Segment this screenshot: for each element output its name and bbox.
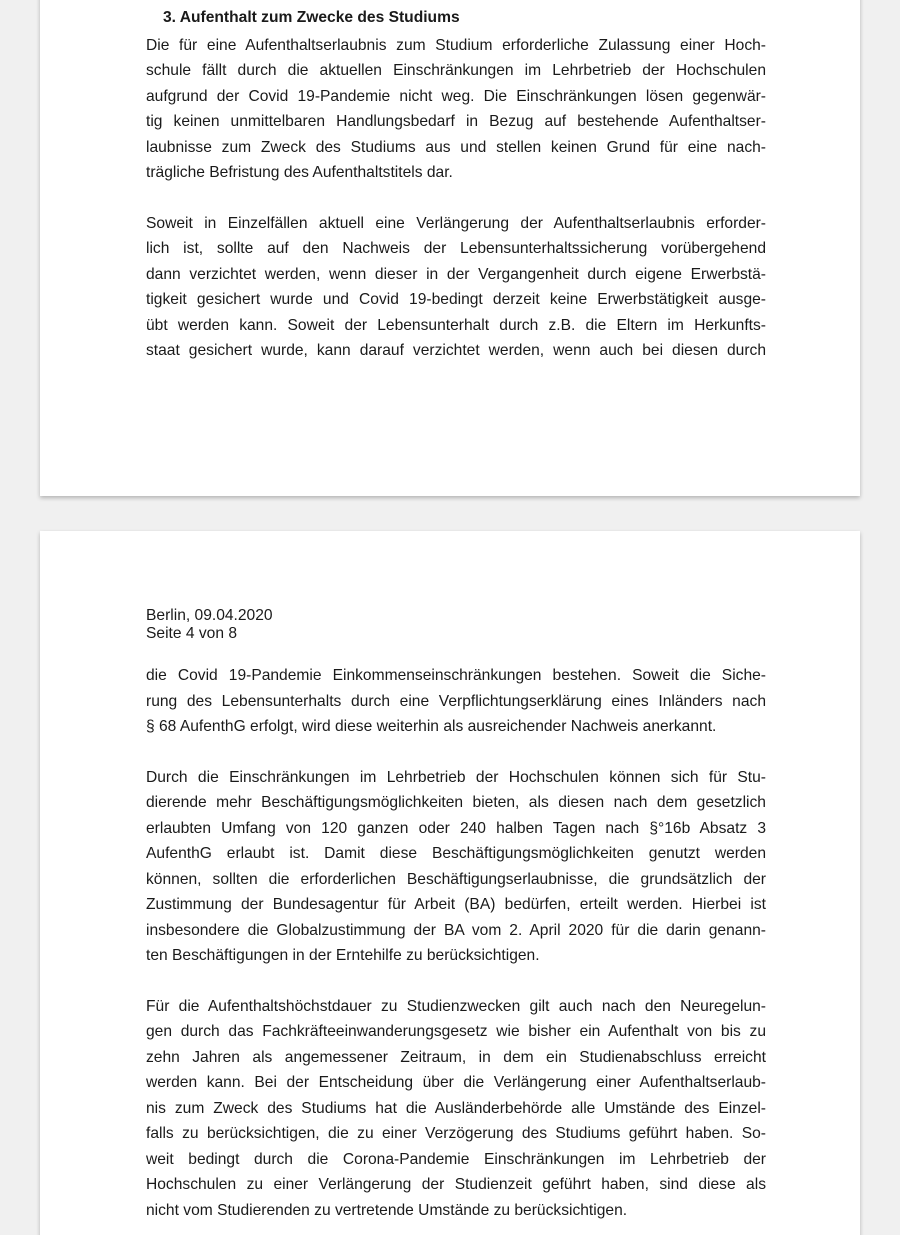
text-line: Die für eine Aufenthaltserlaubnis zum Studium erforderliche Zulassung einer Hoch- [146, 36, 766, 54]
document-page-4 [40, 531, 860, 1235]
page-content [146, 607, 766, 1235]
text-line: werden kann. Bei der Entscheidung über die Verlängerung einer Aufenthaltserlaub- [146, 1074, 766, 1091]
paragraph [146, 33, 766, 186]
text-line: Durch die Einschränkungen im Lehrbetrieb der Hochschulen können sich für Stu- [146, 768, 766, 786]
text-line: zehn Jahren als angemessener Zeitraum, in dem ein Studienabschluss erreicht [146, 1048, 766, 1066]
page-header [146, 607, 766, 643]
text-line: trägliche Befristung des Aufenthaltstitels dar. [146, 164, 453, 181]
section-heading: 3. Aufenthalt zum Zwecke des Studiums [163, 9, 460, 26]
text-line: übt werden kann. Soweit der Lebensunterhalt durch z.B. die Eltern im Herkunfts- [146, 316, 766, 334]
paragraph [146, 994, 766, 1224]
text-line: Zustimmung der Bundesagentur für Arbeit (BA) bedürfen, erteilt werden. Hierbei ist [146, 896, 766, 913]
text-line: nicht vom Studierenden zu vertretende Umstände zu berücksichtigen. [146, 1201, 628, 1219]
text-line: lich ist, sollte auf den Nachweis der Lebensunterhaltssicherung vorübergehend [146, 240, 766, 257]
text-line: die Covid 19-Pandemie Einkommenseinschränkungen bestehen. Soweit die Siche- [146, 667, 766, 684]
text-line: ten Beschäftigungen in der Erntehilfe zu berücksichtigen. [146, 947, 540, 964]
text-line: aufgrund der Covid 19-Pandemie nicht weg. Die Einschränkungen lösen gegenwär- [146, 87, 766, 105]
text-line: falls zu berücksichtigen, die zu einer Verzögerung des Studiums geführt haben. So- [146, 1125, 766, 1142]
text-line: Soweit in Einzelfällen aktuell eine Verlängerung der Aufenthaltserlaubnis erforder- [146, 214, 766, 232]
text-line: weit bedingt durch die Corona-Pandemie Einschränkungen im Lehrbetrieb der [146, 1150, 766, 1168]
text-line: tigkeit gesichert wurde und Covid 19-bedingt derzeit keine Erwerbstätigkeit ausge- [146, 291, 766, 308]
page-content [146, 5, 766, 389]
text-line: dierende mehr Beschäftigungsmöglichkeiten bieten, als diesen nach dem gesetzlich [146, 794, 766, 811]
place-date: Berlin, 09.04.2020 [146, 607, 273, 624]
text-line: rung des Lebensunterhalts durch eine Verpflichtungserklärung eines Inländers nach [146, 692, 766, 710]
text-line: § 68 AufenthG erfolgt, wird diese weiterhin als ausreichender Nachweis anerkannt. [146, 718, 717, 735]
text-line: insbesondere die Globalzustimmung der BA vom 2. April 2020 für die darin genann- [146, 921, 766, 939]
text-line: Hochschulen zu einer Verlängerung der Studienzeit geführt haben, sind diese als [146, 1176, 766, 1193]
text-line: dann verzichtet werden, wenn dieser in der Vergangenheit durch eigene Erwerbstä- [146, 265, 766, 283]
text-line: erlaubten Umfang von 120 ganzen oder 240 halben Tagen nach §°16b Absatz 3 [146, 819, 766, 837]
paragraph [146, 765, 766, 969]
text-line: gen durch das Fachkräfteeinwanderungsgesetz wie bisher ein Aufenthalt von bis zu [146, 1023, 766, 1040]
text-line: können, sollten die erforderlichen Beschäftigungserlaubnisse, die grundsätzlich der [146, 870, 766, 888]
page-number: Seite 4 von 8 [146, 625, 238, 642]
paragraph [146, 663, 766, 740]
text-line: staat gesichert wurde, kann darauf verzichtet werden, wenn auch bei diesen durch [146, 342, 766, 359]
text-line: laubnisse zum Zweck des Studiums aus und stellen keinen Grund für eine nach- [146, 138, 766, 156]
text-line: nis zum Zweck des Studiums hat die Ausländerbehörde alle Umstände des Einzel- [146, 1099, 766, 1117]
document-page-3 [40, 0, 860, 496]
paragraph [146, 211, 766, 364]
text-line: AufenthG erlaubt ist. Damit diese Beschäftigungsmöglichkeiten genutzt werden [146, 845, 766, 862]
text-line: schule fällt durch die aktuellen Einschränkungen im Lehrbetrieb der Hochschulen [146, 62, 766, 79]
text-line: Für die Aufenthaltshöchstdauer zu Studienzwecken gilt auch nach den Neuregelun- [146, 997, 766, 1015]
text-line: tig keinen unmittelbaren Handlungsbedarf in Bezug auf bestehende Aufenthaltser- [146, 113, 766, 130]
